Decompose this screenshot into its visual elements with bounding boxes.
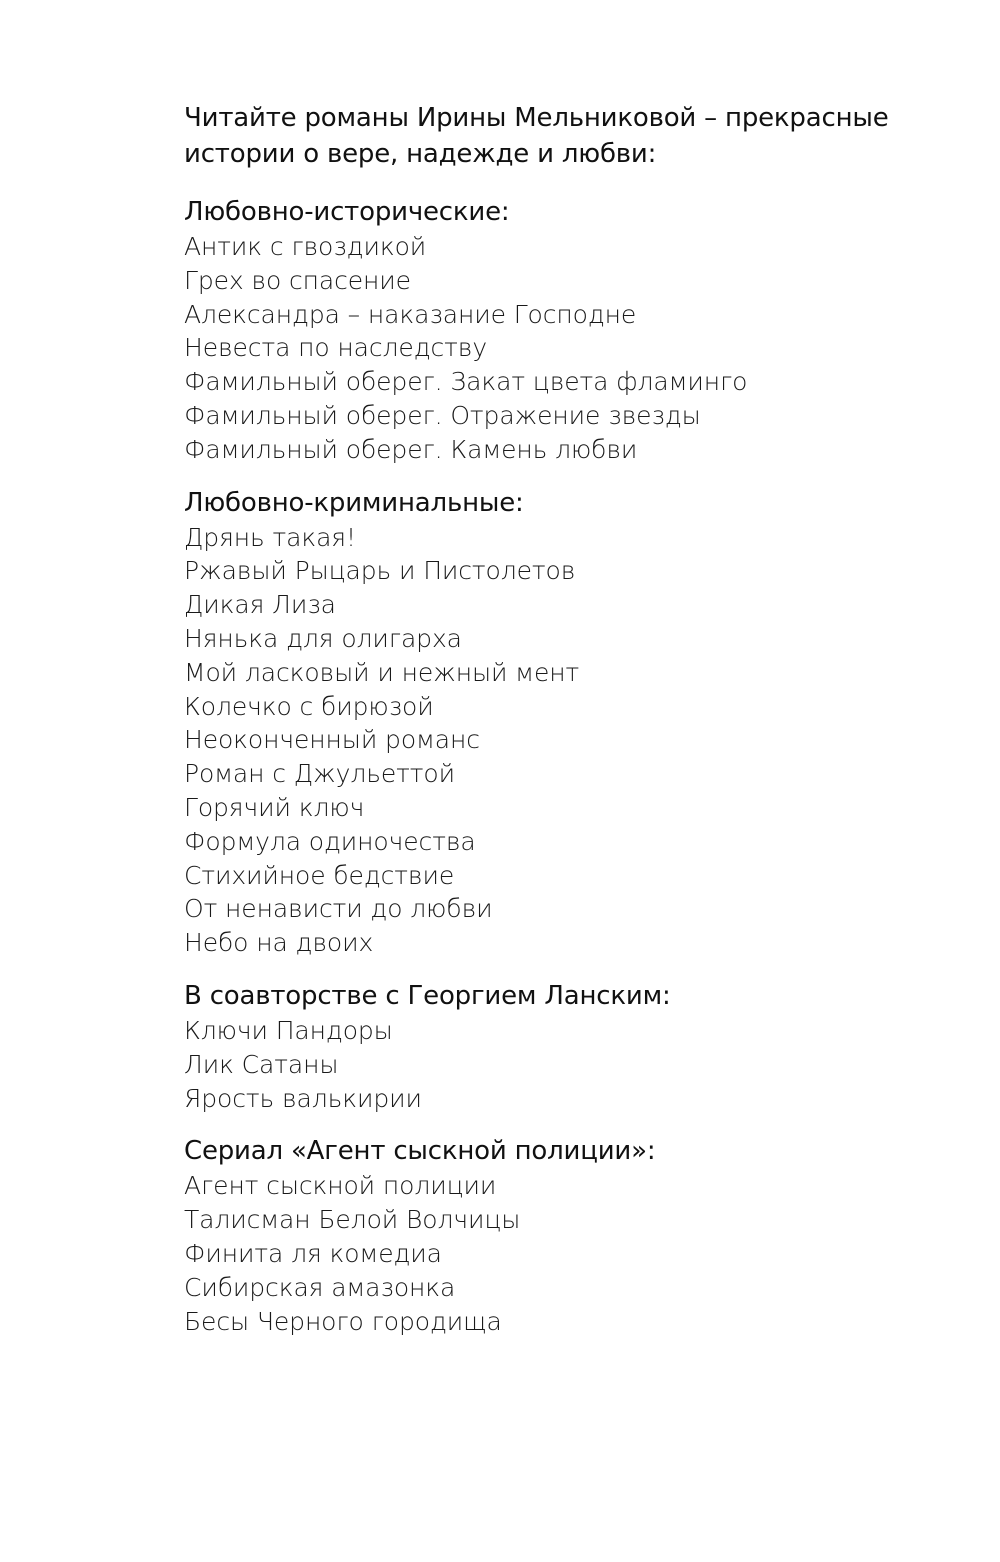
book-title: Бесы Черного городища: [184, 1306, 502, 1336]
book-title: Ярость валькирии: [184, 1083, 422, 1113]
book-title: Невеста по наследству: [184, 333, 488, 363]
book-title: Сибирская амазонка: [184, 1272, 456, 1302]
book-title: Александра – наказание Господне: [184, 299, 637, 329]
book-title: Дикая Лиза: [184, 590, 336, 620]
book-title: Мой ласковый и нежный мент: [184, 657, 580, 687]
book-title: Неоконченный романс: [184, 725, 480, 755]
book-title: Ржавый Рыцарь и Пистолетов: [184, 556, 576, 586]
section-title: Сериал «Агент сыскной полиции»:: [184, 1136, 656, 1167]
book-title: Дрянь такая!: [184, 522, 356, 552]
book-title: Талисман Белой Волчицы: [184, 1205, 521, 1235]
book-title: Агент сыскной полиции: [184, 1171, 497, 1201]
book-title: Фамильный оберег. Отражение звезды: [184, 400, 701, 430]
book-title: Стихийное бедствие: [184, 860, 455, 890]
book-section: [184, 978, 944, 1115]
sections-container: [184, 194, 944, 1338]
book-title: Фамильный оберег. Камень любви: [184, 434, 638, 464]
book-title: Колечко с бирюзой: [184, 691, 434, 721]
book-title: Грех во спасение: [184, 265, 411, 295]
book-list: [184, 521, 944, 960]
section-title: Любовно-криминальные:: [184, 487, 524, 518]
intro-text: Читайте романы Ирины Мельниковой – прекрасные истории о вере, надежде и любви:: [184, 103, 889, 169]
book-title: Нянька для олигарха: [184, 623, 462, 653]
book-title: Небо на двоих: [184, 928, 374, 958]
book-title: Формула одиночества: [184, 826, 476, 856]
section-title: Любовно-исторические:: [184, 197, 510, 227]
book-title: Ключи Пандоры: [184, 1015, 393, 1045]
book-title: Фамильный оберег. Закат цвета фламинго: [184, 367, 748, 397]
book-title: От ненависти до любви: [184, 894, 493, 924]
book-list: [184, 230, 944, 467]
book-title: Лик Сатаны: [184, 1049, 339, 1079]
book-title: Финита ля комедиа: [184, 1238, 442, 1268]
book-list: [184, 1014, 944, 1115]
book-title: Горячий ключ: [184, 792, 365, 822]
book-page: [184, 100, 944, 1356]
book-section: [184, 1133, 944, 1338]
book-section: [184, 194, 944, 467]
book-list: [184, 1169, 944, 1338]
book-title: Антик с гвоздикой: [184, 232, 427, 261]
book-title: Роман с Джульеттой: [184, 759, 455, 789]
section-title: В соавторстве с Георгием Ланским:: [184, 980, 671, 1011]
book-section: [184, 485, 944, 960]
